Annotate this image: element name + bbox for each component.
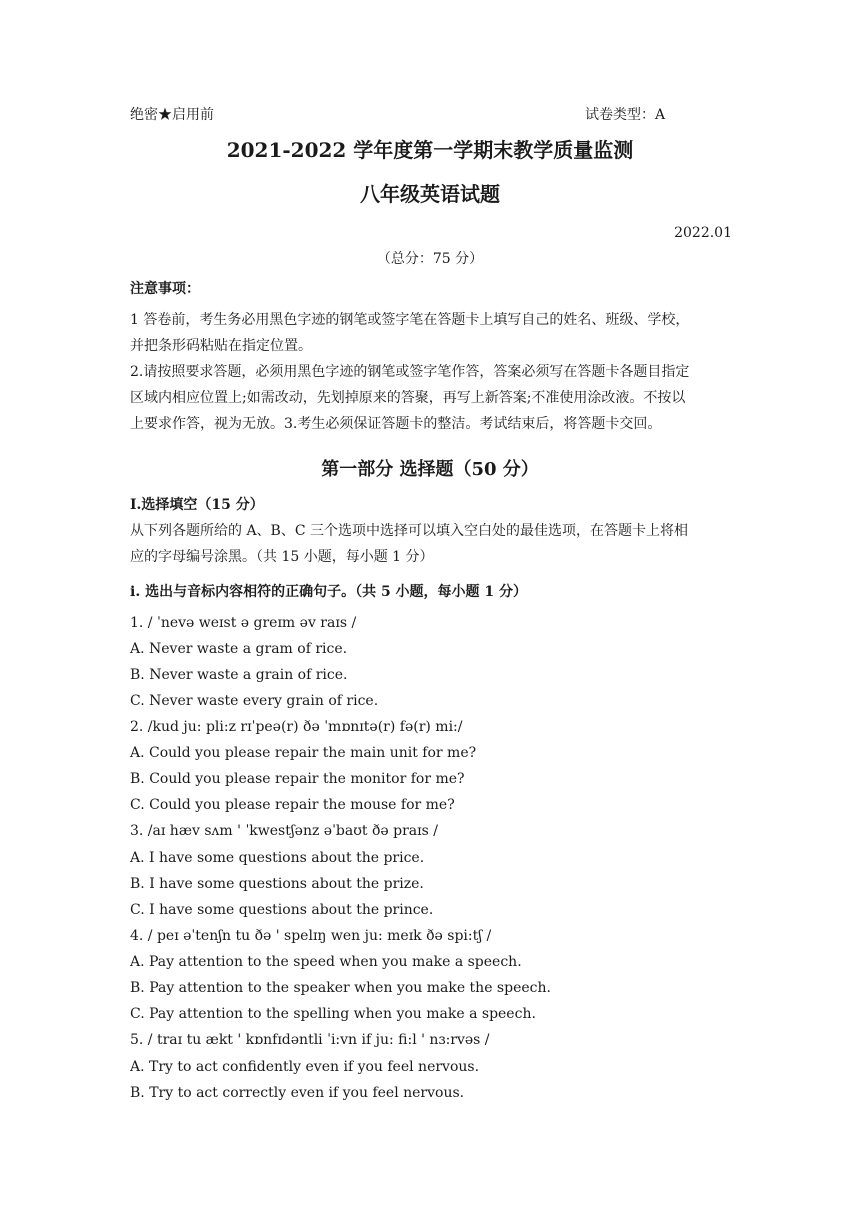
notice-item2-line2: 区域内相应位置上;如需改动，先划掉原来的答聚，再写上新答案;不准使用涂改液。不按以 — [130, 390, 686, 406]
option-line: B. Could you please repair the monitor for me? — [130, 771, 465, 787]
option-line: C. Could you please repair the mouse for me? — [130, 797, 455, 813]
question-line: 1. / ˈnevə weɪst ə greɪm əv raɪs / — [130, 615, 357, 631]
sub-section-heading: i. 选出与音标内容相符的正确句子。（共 5 小题，每小题 1 分） — [130, 584, 528, 600]
paper-type-label: 试卷类型：A — [585, 107, 666, 123]
notice-item2-line1: 2.请按照要求答题，必须用黑色字迹的钢笔或签字笔作答，答案必须写在答题卡各题目指定 — [130, 364, 690, 380]
option-line: B. I have some questions about the prize. — [130, 876, 424, 892]
option-line: A. Never waste a gram of rice. — [130, 641, 348, 657]
option-line: A. Could you please repair the main unit for me? — [130, 745, 477, 761]
notice-item1-line2: 并把条形码粘贴在指定位置。 — [130, 338, 312, 354]
instructions-line2: 应的字母编号涂黑。（共 15 小题，每小题 1 分） — [130, 549, 434, 565]
section-heading: I.选择填空（15 分） — [130, 497, 264, 513]
part1-heading: 第一部分 选择题（50 分） — [321, 459, 539, 480]
exam-date: 2022.01 — [674, 225, 732, 241]
option-line: A. I have some questions about the price. — [130, 850, 425, 866]
option-line: C. I have some questions about the prince. — [130, 902, 434, 918]
notice-item1-line1: 1 答卷前，考生务必用黑色字迹的钢笔或签字笔在答题卡上填写自己的姓名、班级、学校， — [130, 312, 690, 328]
notice-heading: 注意事项： — [130, 281, 200, 297]
option-line: B. Try to act correctly even if you feel nervous. — [130, 1085, 465, 1101]
total-score: （总分：75 分） — [376, 251, 484, 267]
exam-title: 2021-2022 学年度第一学期末教学质量监测 — [226, 138, 634, 162]
option-line: A. Try to act confidently even if you feel nervous. — [130, 1059, 480, 1075]
option-line: B. Never waste a grain of rice. — [130, 667, 348, 683]
question-line: 4. / peɪ əˈtenʃn tu ðə ' spelɪŋ wen ju: meɪk ðə spi:tʃ / — [130, 928, 492, 944]
option-line: C. Never waste every grain of rice. — [130, 693, 379, 709]
question-line: 5. / traɪ tu ækt ' kɒnfɪdəntli ˈi:vn if ju: fi:l ' nɜ:rvəs / — [130, 1032, 490, 1048]
question-line: 3. /aɪ hæv sʌm ' ˈkwestʃənz əˈbaʊt ðə praɪs / — [130, 823, 438, 839]
option-line: C. Pay attention to the spelling when you make a speech. — [130, 1006, 536, 1022]
notice-item2-line3: 上要求作答，视为无放。3.考生必须保证答题卡的整洁。考试结束后，将答题卡交回。 — [130, 416, 662, 432]
confidential-label: 绝密★启用前 — [130, 107, 214, 123]
exam-subtitle: 八年级英语试题 — [360, 182, 500, 206]
question-line: 2. /kud ju: pli:z rɪˈpeə(r) ðə ˈmɒnɪtə(r) fə(r) mi:/ — [130, 719, 463, 735]
instructions-line1: 从下列各题所给的 A、B、C 三个选项中选择可以填入空白处的最佳选项，在答题卡上将相 — [130, 523, 689, 539]
option-line: B. Pay attention to the speaker when you make the speech. — [130, 980, 551, 996]
option-line: A. Pay attention to the speed when you make a speech. — [130, 954, 522, 970]
